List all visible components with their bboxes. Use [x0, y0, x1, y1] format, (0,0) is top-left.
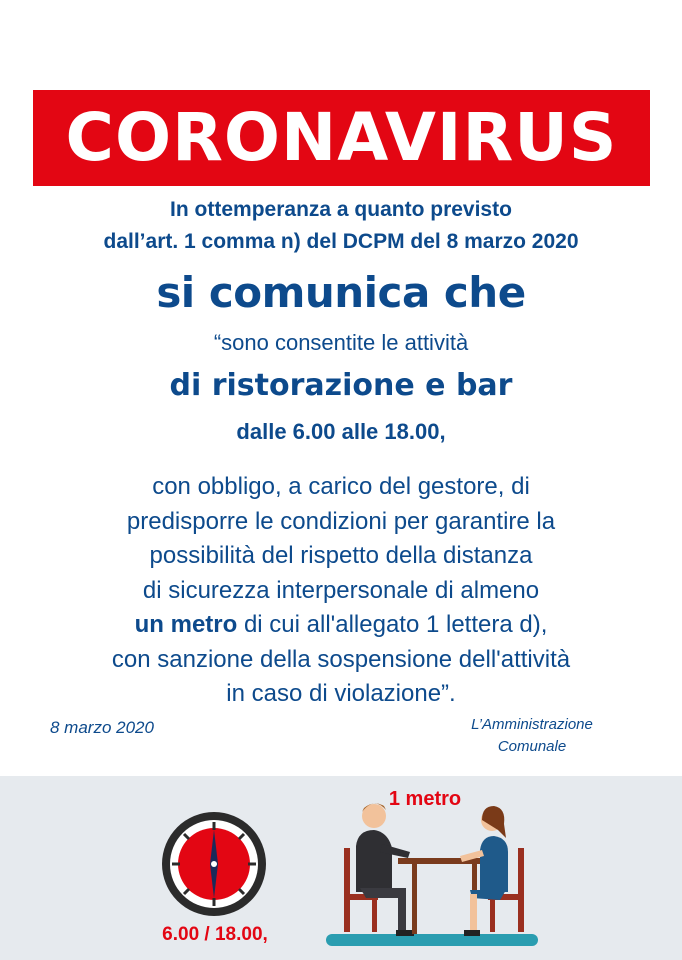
banner-title: CORONAVIRUS [65, 99, 618, 176]
title-banner [33, 90, 650, 186]
heading: si comunica che [156, 268, 526, 317]
body-line: in caso di violazione”. [226, 680, 456, 707]
clock-icon [158, 808, 270, 920]
body-line-rest: di cui all'allegato 1 lettera d), [237, 611, 548, 638]
notice-date: 8 marzo 2020 [50, 718, 154, 737]
body-line: con sanzione della sospensione dell'attività [111, 645, 571, 673]
signature-line: L’Amministrazione [471, 716, 593, 733]
opening-hours: dalle 6.00 alle 18.00, [236, 419, 446, 444]
signature [432, 714, 632, 758]
distancing-illustration [322, 790, 542, 950]
quote-open: “sono consentite le attività [213, 330, 469, 355]
body-line: predisporre le condizioni per garantire la [126, 507, 556, 535]
body-bold-distance: un metro [134, 611, 238, 638]
signature-line: Comunale [497, 738, 567, 755]
distance-label: 1 metro [388, 788, 462, 810]
subtitle-line: In ottemperanza a quanto previsto [170, 198, 512, 221]
body-line: con obbligo, a carico del gestore, di [152, 473, 530, 500]
activity-title: di ristorazione e bar [169, 368, 513, 403]
subtitle-line: dall’art. 1 comma n) del DCPM del 8 marzo 2020 [103, 230, 579, 253]
body-line: di sicurezza interpersonale di almeno [142, 576, 540, 604]
body-line [0, 608, 682, 643]
body-text [0, 470, 682, 712]
subtitle [0, 194, 682, 258]
clock-label: 6.00 / 18.00, [162, 924, 268, 945]
body-line: possibilità del rispetto della distanza [149, 542, 533, 569]
